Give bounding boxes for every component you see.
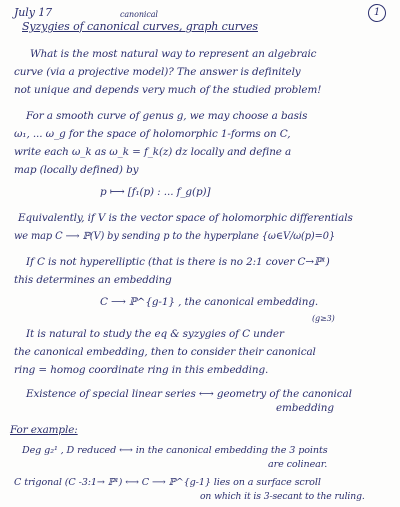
- text-line: embedding: [276, 402, 334, 414]
- text-line: this determines an embedding: [14, 274, 172, 286]
- text-line: Equivalently, if V is the vector space of holomorphic differentials: [18, 212, 353, 224]
- text-line: write each ω_k as ω_k = f_k(z) dz locally and define a: [14, 146, 292, 158]
- text-line: map (locally defined) by: [14, 164, 139, 176]
- title-insert: canonical: [120, 10, 158, 19]
- date: July 17: [14, 6, 53, 19]
- text-line: ω₁, ... ω_g for the space of holomorphic 1-forms on C,: [14, 128, 291, 140]
- page-number: 1: [368, 4, 386, 22]
- genus-condition: (g≥3): [312, 314, 335, 323]
- text-line: Existence of special linear series ⟷ geometry of the canonical: [26, 388, 352, 400]
- text-line: What is the most natural way to represent an algebraic: [30, 48, 317, 60]
- text-line: the canonical embedding, then to consider their canonical: [14, 346, 316, 358]
- map-formula: p ⟼ [f₁(p) : ... f_g(p)]: [100, 186, 211, 198]
- page-title: Syzygies of canonical curves, graph curves: [22, 20, 258, 33]
- example-line: Deg g₂¹ , D reduced ⟷ in the canonical embedding the 3 points: [22, 445, 328, 456]
- text-line: not unique and depends very much of the studied problem!: [14, 84, 322, 96]
- example-heading: For example:: [10, 424, 78, 436]
- text-line: curve (via a projective model)? The answer is definitely: [14, 66, 301, 78]
- example-line: C trigonal (C -3:1→ ℙ¹) ⟷ C ⟶ ℙ^{g-1} lies on a surface scroll: [14, 477, 321, 488]
- embedding-formula: C ⟶ ℙ^{g-1} , the canonical embedding.: [100, 296, 319, 308]
- text-line: we map C ⟶ ℙ(V) by sending p to the hyperplane {ω∈V/ω(p)=0}: [14, 231, 336, 242]
- text-line: ring = homog coordinate ring in this embedding.: [14, 364, 269, 376]
- example-line: are colinear.: [268, 459, 328, 470]
- example-line: on which it is 3-secant to the ruling.: [200, 491, 365, 502]
- text-line: If C is not hyperelliptic (that is there is no 2:1 cover C→ℙ¹): [26, 256, 330, 268]
- text-line: It is natural to study the eq & syzygies of C under: [26, 328, 284, 340]
- text-line: For a smooth curve of genus g, we may choose a basis: [26, 110, 308, 122]
